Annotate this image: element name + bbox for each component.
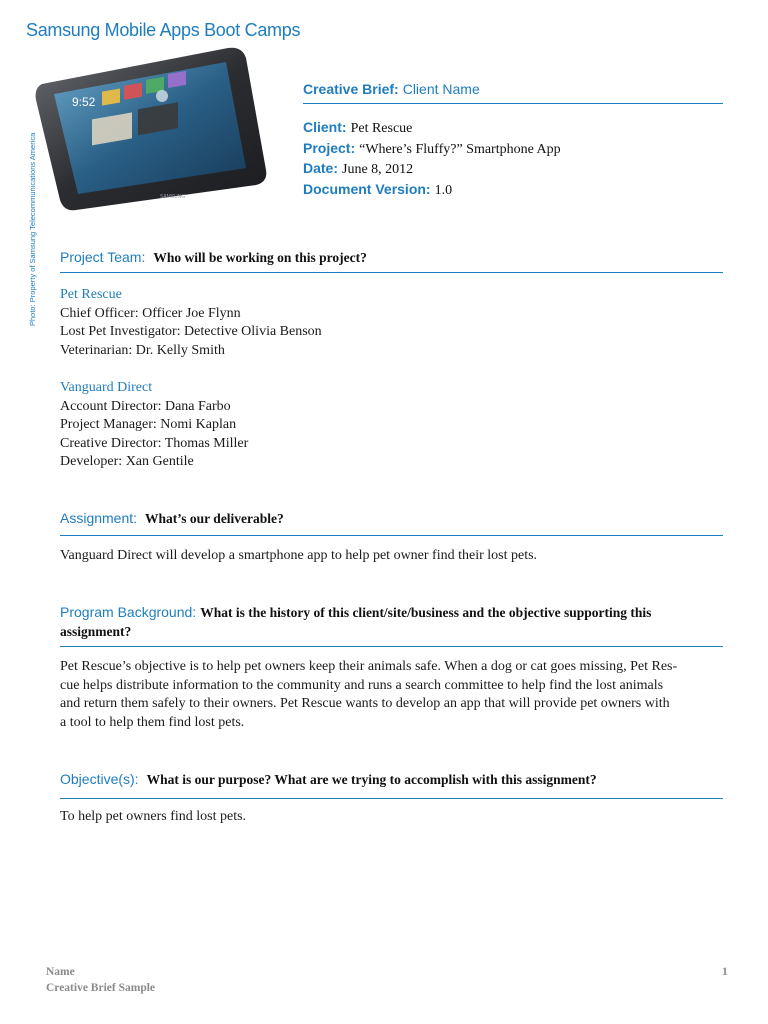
tablet-image (32, 44, 268, 212)
paragraph-line: and return them safely to their owners. Pet Rescue wants to develop an app that will provide pet owners with (60, 696, 670, 711)
field-client: Client: Pet Rescue (303, 119, 413, 136)
team-member: Project Manager: Nomi Kaplan (60, 417, 237, 432)
section-label: Assignment: (60, 510, 138, 526)
page-number: 1 (722, 966, 728, 978)
tablet-brand: SAMSUNG (160, 194, 186, 200)
section-label: Objective(s): (60, 771, 139, 787)
document-title: Samsung Mobile Apps Boot Camps (26, 20, 301, 40)
tablet-time: 9:52 (72, 95, 96, 109)
team-group-vanguard (60, 379, 248, 472)
team-org-name: Pet Rescue (60, 287, 122, 302)
section-question: What is our purpose? What are we trying to accomplish with this assignment? (146, 772, 597, 787)
section-label: Program Background: (60, 604, 197, 620)
divider (60, 272, 723, 273)
section-question: Who will be working on this project? (153, 250, 367, 265)
divider (60, 646, 723, 647)
background-text (60, 658, 730, 732)
assignment-heading (60, 510, 284, 528)
team-member: Developer: Xan Gentile (60, 454, 194, 469)
team-member: Chief Officer: Officer Joe Flynn (60, 305, 241, 321)
field-project: Project: “Where’s Fluffy?” Smartphone App (303, 139, 561, 157)
footer-doc-title: Creative Brief Sample (46, 982, 156, 994)
creative-brief-heading (303, 81, 480, 99)
team-member: Creative Director: Thomas Miller (60, 435, 249, 451)
assignment-text: Vanguard Direct will develop a smartphone app to help pet owner find their lost pets. (60, 548, 538, 563)
team-group-pet-rescue (60, 286, 322, 360)
brief-fields (303, 118, 561, 200)
team-member: Account Director: Dana Farbo (60, 398, 231, 414)
creative-brief-value: Client Name (402, 81, 480, 97)
section-label: Project Team: (60, 249, 146, 265)
paragraph-line: Pet Rescue’s objective is to help pet owners keep their animals safe. When a dog or cat goes missing, Pet Res- (60, 659, 678, 674)
divider (303, 103, 723, 104)
section-question: What is the history of this client/site/business and the objective supporting this (200, 605, 652, 620)
divider (60, 535, 723, 536)
section-question: What’s our deliverable? (145, 511, 284, 526)
team-org-name: Vanguard Direct (60, 380, 153, 395)
project-team-heading (60, 249, 367, 267)
field-version: Document Version: 1.0 (303, 180, 453, 198)
divider (60, 798, 723, 799)
paragraph-line: a tool to help them find lost pets. (60, 714, 245, 730)
objectives-heading (60, 771, 597, 789)
team-member: Veterinarian: Dr. Kelly Smith (60, 342, 225, 358)
background-heading (60, 603, 730, 641)
field-date: Date: June 8, 2012 (303, 160, 414, 177)
objectives-text: To help pet owners find lost pets. (60, 809, 247, 824)
creative-brief-label: Creative Brief: (303, 81, 399, 97)
section-question-cont: assignment? (60, 624, 132, 639)
footer-name: Name (46, 966, 75, 978)
paragraph-line: cue helps distribute information to the community and runs a search committee to help find the lost animals (60, 677, 664, 693)
team-member: Lost Pet Investigator: Detective Olivia Benson (60, 324, 322, 339)
photo-credit: Photo: Property of Samsung Telecommunications America (28, 132, 37, 326)
